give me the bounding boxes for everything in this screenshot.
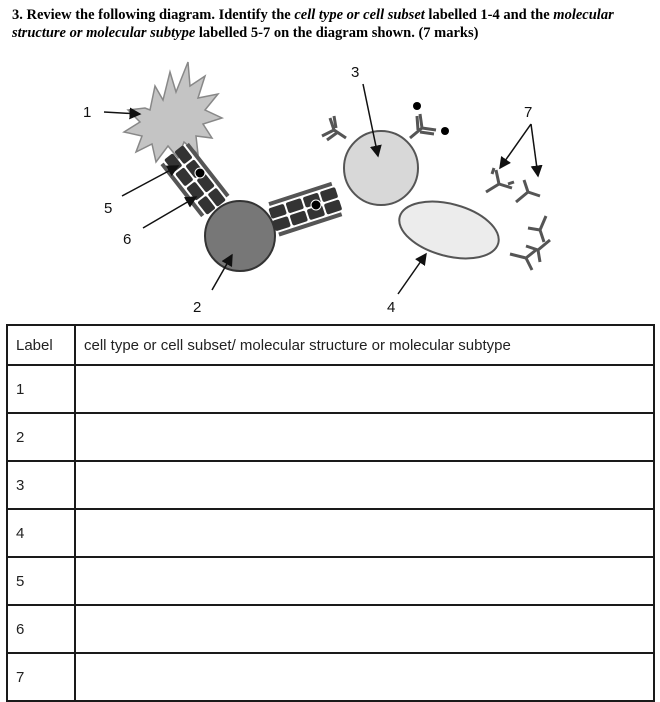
question-part1: Review the following diagram. Identify the <box>26 7 291 23</box>
immune-cell-diagram <box>0 50 660 320</box>
receptor-complex-lower <box>266 181 344 237</box>
row-answer-field[interactable] <box>75 653 654 701</box>
cell-3 <box>344 131 418 205</box>
question-italic1: cell type or cell subset <box>294 7 425 23</box>
arrow-7a <box>500 124 531 168</box>
row-label: 2 <box>7 413 75 461</box>
table-row <box>7 509 654 557</box>
antigen-dot-2 <box>441 127 449 135</box>
arrow-4 <box>398 254 426 294</box>
row-answer-field[interactable] <box>75 413 654 461</box>
free-antibody-2 <box>516 180 540 202</box>
peptide-dot-upper <box>195 168 205 178</box>
table-header-row <box>7 325 654 365</box>
row-answer-field[interactable] <box>75 605 654 653</box>
table-row <box>7 413 654 461</box>
arrow-7b <box>531 124 538 176</box>
arrow-6 <box>143 197 196 228</box>
row-label: 7 <box>7 653 75 701</box>
table-row <box>7 557 654 605</box>
diagram-label-2: 2 <box>193 299 202 316</box>
diagram-label-7: 7 <box>524 104 533 121</box>
diagram-label-3: 3 <box>351 64 360 81</box>
cell-4 <box>393 192 505 269</box>
diagram-label-6: 6 <box>123 231 132 248</box>
arrow-5 <box>122 166 178 196</box>
question-part2: labelled 1-4 and the <box>428 7 550 23</box>
row-answer-field[interactable] <box>75 557 654 605</box>
header-label: Label <box>7 325 75 365</box>
question-number: 3. <box>12 7 23 23</box>
surface-antibody-left <box>322 116 346 140</box>
free-antibody-5 <box>510 250 536 270</box>
header-answer: cell type or cell subset/ molecular structure or molecular subtype <box>75 325 654 365</box>
question-text <box>12 6 652 42</box>
free-antibody-4 <box>526 240 550 262</box>
row-answer-field[interactable] <box>75 365 654 413</box>
table-row <box>7 365 654 413</box>
question-italic2: molecular structure or molecular subtype <box>12 7 614 41</box>
diagram-label-1: 1 <box>83 104 92 121</box>
surface-antibody-right <box>410 114 436 138</box>
free-antibodies <box>486 168 550 270</box>
row-label: 6 <box>7 605 75 653</box>
diagram-label-5: 5 <box>104 200 113 217</box>
diagram-label-4: 4 <box>387 299 396 316</box>
antigen-dot-1 <box>413 102 421 110</box>
row-label: 5 <box>7 557 75 605</box>
dendritic-cell <box>124 62 222 162</box>
table-row <box>7 461 654 509</box>
answer-table <box>6 324 655 702</box>
peptide-dot-lower <box>311 200 321 210</box>
row-answer-field[interactable] <box>75 461 654 509</box>
row-answer-field[interactable] <box>75 509 654 557</box>
table-row <box>7 653 654 701</box>
cell-2 <box>205 201 275 271</box>
row-label: 1 <box>7 365 75 413</box>
free-antibody-3 <box>528 216 546 242</box>
free-antibody-1 <box>486 168 514 192</box>
table-row <box>7 605 654 653</box>
row-label: 3 <box>7 461 75 509</box>
question-part3: labelled 5-7 on the diagram shown. (7 marks) <box>198 25 479 41</box>
row-label: 4 <box>7 509 75 557</box>
